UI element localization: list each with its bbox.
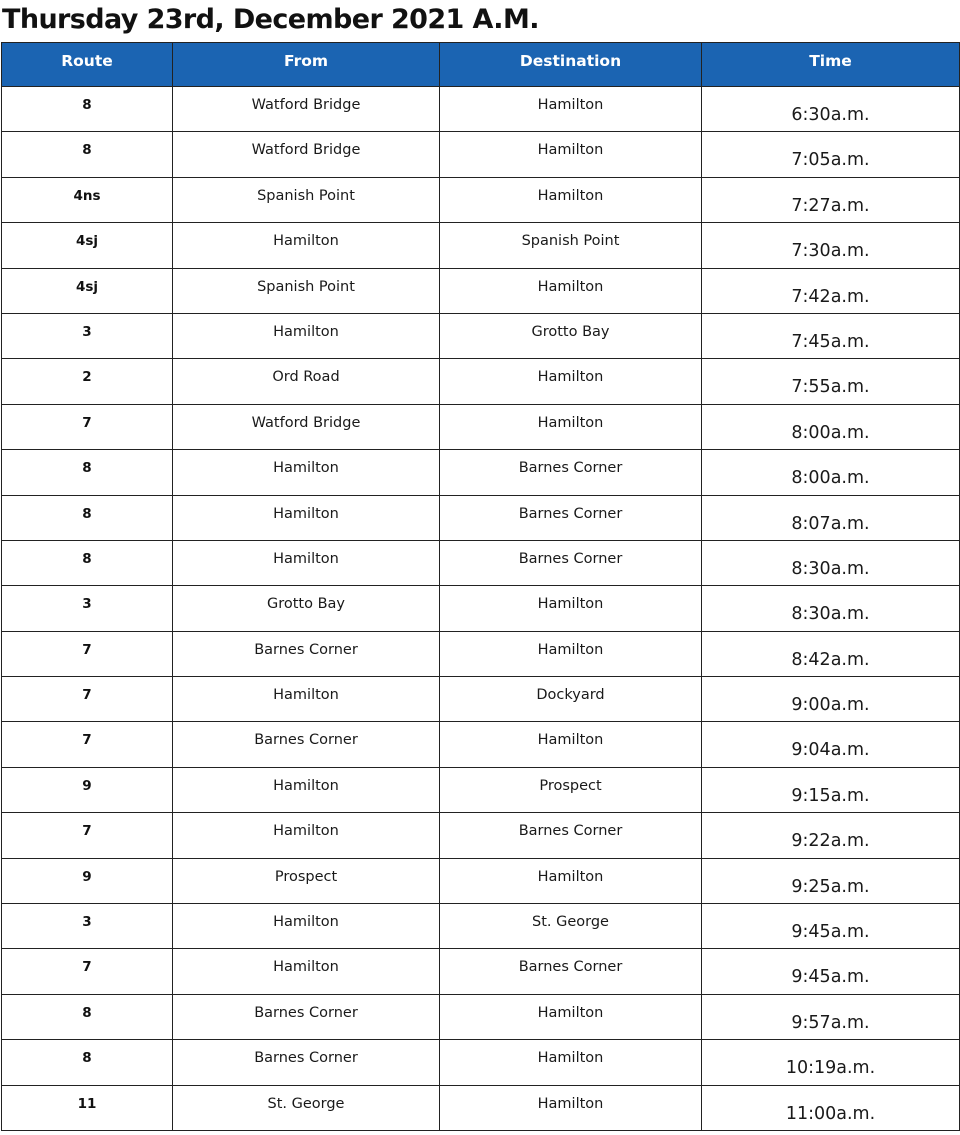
cell-from: Barnes Corner [173, 994, 440, 1039]
cell-destination: Spanish Point [440, 223, 702, 268]
cell-from: Watford Bridge [173, 132, 440, 177]
cell-destination: Prospect [440, 767, 702, 812]
cell-from: Watford Bridge [173, 87, 440, 132]
cell-route: 8 [2, 994, 173, 1039]
bus-schedule-table [1, 42, 960, 1131]
cell-route: 7 [2, 722, 173, 767]
cell-route: 7 [2, 631, 173, 676]
cell-destination: Hamilton [440, 631, 702, 676]
table-row [2, 722, 960, 767]
cell-destination: St. George [440, 904, 702, 949]
cell-route: 4ns [2, 177, 173, 222]
table-row [2, 450, 960, 495]
cell-destination: Hamilton [440, 994, 702, 1039]
cell-time: 7:27a.m. [702, 177, 960, 222]
cell-from: St. George [173, 1085, 440, 1130]
cell-destination: Hamilton [440, 87, 702, 132]
table-row [2, 359, 960, 404]
cell-from: Watford Bridge [173, 404, 440, 449]
cell-destination: Hamilton [440, 586, 702, 631]
cell-route: 8 [2, 1040, 173, 1085]
table-row [2, 904, 960, 949]
table-row [2, 767, 960, 812]
cell-time: 8:00a.m. [702, 404, 960, 449]
cell-from: Hamilton [173, 813, 440, 858]
cell-from: Barnes Corner [173, 631, 440, 676]
cell-destination: Hamilton [440, 722, 702, 767]
cell-time: 9:15a.m. [702, 767, 960, 812]
column-header-route: Route [2, 43, 173, 87]
cell-time: 7:30a.m. [702, 223, 960, 268]
table-row [2, 813, 960, 858]
cell-from: Hamilton [173, 677, 440, 722]
table-row [2, 949, 960, 994]
cell-destination: Barnes Corner [440, 495, 702, 540]
cell-from: Hamilton [173, 949, 440, 994]
cell-time: 9:45a.m. [702, 904, 960, 949]
table-row [2, 586, 960, 631]
cell-from: Hamilton [173, 450, 440, 495]
cell-time: 7:05a.m. [702, 132, 960, 177]
cell-time: 9:22a.m. [702, 813, 960, 858]
cell-from: Hamilton [173, 540, 440, 585]
cell-route: 7 [2, 949, 173, 994]
cell-from: Barnes Corner [173, 1040, 440, 1085]
cell-time: 8:00a.m. [702, 450, 960, 495]
cell-route: 8 [2, 495, 173, 540]
cell-time: 8:30a.m. [702, 540, 960, 585]
cell-route: 3 [2, 586, 173, 631]
cell-destination: Hamilton [440, 177, 702, 222]
cell-destination: Barnes Corner [440, 813, 702, 858]
cell-from: Ord Road [173, 359, 440, 404]
cell-route: 2 [2, 359, 173, 404]
cell-time: 8:30a.m. [702, 586, 960, 631]
cell-route: 3 [2, 313, 173, 358]
cell-destination: Barnes Corner [440, 949, 702, 994]
cell-route: 8 [2, 132, 173, 177]
cell-time: 9:45a.m. [702, 949, 960, 994]
cell-route: 4sj [2, 223, 173, 268]
table-row [2, 540, 960, 585]
cell-from: Barnes Corner [173, 722, 440, 767]
cell-route: 3 [2, 904, 173, 949]
cell-route: 7 [2, 677, 173, 722]
table-row [2, 1085, 960, 1130]
table-row [2, 177, 960, 222]
table-row [2, 631, 960, 676]
table-row [2, 313, 960, 358]
cell-from: Hamilton [173, 904, 440, 949]
table-row [2, 223, 960, 268]
cell-time: 7:55a.m. [702, 359, 960, 404]
cell-destination: Hamilton [440, 858, 702, 903]
cell-from: Hamilton [173, 313, 440, 358]
cell-route: 9 [2, 767, 173, 812]
table-row [2, 495, 960, 540]
table-row [2, 677, 960, 722]
cell-route: 7 [2, 813, 173, 858]
cell-time: 9:04a.m. [702, 722, 960, 767]
cell-route: 8 [2, 540, 173, 585]
table-row [2, 404, 960, 449]
cell-from: Hamilton [173, 223, 440, 268]
cell-time: 9:25a.m. [702, 858, 960, 903]
cell-time: 11:00a.m. [702, 1085, 960, 1130]
cell-from: Spanish Point [173, 268, 440, 313]
cell-destination: Hamilton [440, 1085, 702, 1130]
column-header-destination: Destination [440, 43, 702, 87]
table-row [2, 1040, 960, 1085]
cell-destination: Hamilton [440, 404, 702, 449]
cell-destination: Grotto Bay [440, 313, 702, 358]
cell-destination: Hamilton [440, 1040, 702, 1085]
cell-time: 7:42a.m. [702, 268, 960, 313]
cell-time: 6:30a.m. [702, 87, 960, 132]
cell-time: 8:07a.m. [702, 495, 960, 540]
cell-destination: Barnes Corner [440, 540, 702, 585]
cell-from: Hamilton [173, 495, 440, 540]
column-header-time: Time [702, 43, 960, 87]
table-header-row [2, 43, 960, 87]
page-title: Thursday 23rd, December 2021 A.M. [2, 4, 539, 35]
cell-time: 9:57a.m. [702, 994, 960, 1039]
cell-from: Spanish Point [173, 177, 440, 222]
cell-route: 9 [2, 858, 173, 903]
cell-route: 8 [2, 450, 173, 495]
table-row [2, 858, 960, 903]
table-body [2, 87, 960, 1131]
cell-destination: Hamilton [440, 268, 702, 313]
cell-destination: Hamilton [440, 359, 702, 404]
cell-time: 9:00a.m. [702, 677, 960, 722]
cell-destination: Dockyard [440, 677, 702, 722]
cell-route: 4sj [2, 268, 173, 313]
cell-route: 8 [2, 87, 173, 132]
table-row [2, 994, 960, 1039]
cell-route: 7 [2, 404, 173, 449]
column-header-from: From [173, 43, 440, 87]
cell-time: 10:19a.m. [702, 1040, 960, 1085]
cell-destination: Barnes Corner [440, 450, 702, 495]
table-row [2, 268, 960, 313]
cell-time: 8:42a.m. [702, 631, 960, 676]
cell-from: Hamilton [173, 767, 440, 812]
table-row [2, 132, 960, 177]
cell-time: 7:45a.m. [702, 313, 960, 358]
cell-from: Grotto Bay [173, 586, 440, 631]
cell-route: 11 [2, 1085, 173, 1130]
cell-from: Prospect [173, 858, 440, 903]
cell-destination: Hamilton [440, 132, 702, 177]
table-row [2, 87, 960, 132]
